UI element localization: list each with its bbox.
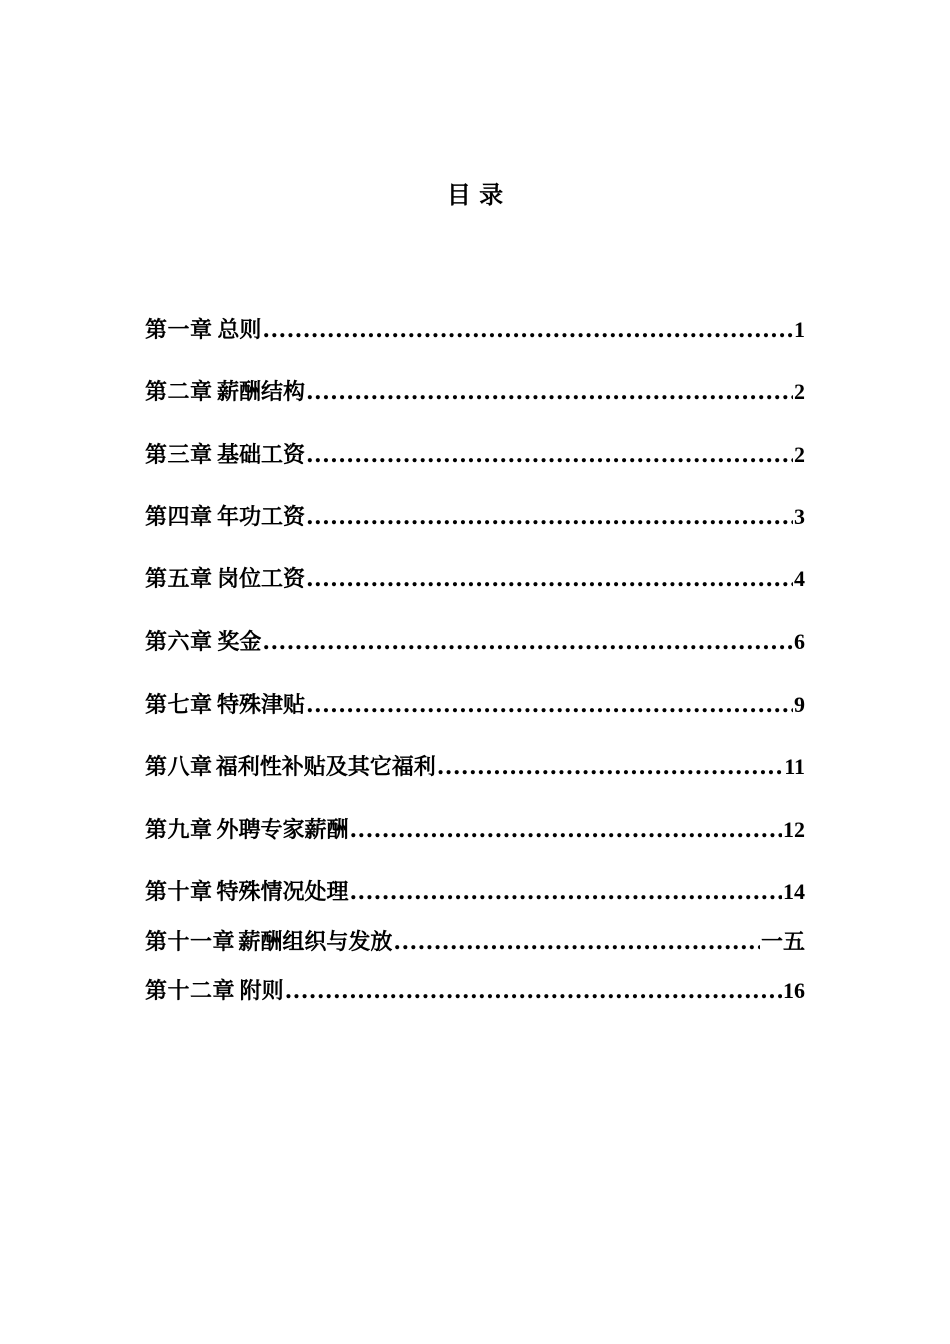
chapter-heading: 特殊津贴 — [216, 692, 305, 718]
page-number: 4 — [794, 566, 805, 591]
toc-entry-3[interactable] — [145, 436, 805, 470]
page-number: 一五 — [760, 929, 805, 954]
chapter-number: 第六章 — [145, 629, 213, 655]
chapter-heading: 特殊情况处理 — [216, 879, 349, 905]
chapter-heading: 基础工资 — [216, 442, 305, 468]
chapter-number: 第八章 — [145, 754, 213, 780]
chapter-number: 第一章 — [145, 317, 213, 343]
chapter-heading: 岗位工资 — [216, 566, 305, 592]
chapter-heading: 福利性补贴及其它福利 — [215, 754, 436, 780]
dot-leader — [262, 627, 793, 657]
chapter-heading: 奖金 — [217, 629, 262, 655]
chapter-number: 第四章 — [145, 504, 213, 530]
toc-entry-10[interactable] — [145, 873, 805, 907]
page-number: 1 — [794, 317, 805, 342]
chapter-heading: 附则 — [239, 978, 284, 1004]
chapter-number: 第九章 — [145, 817, 213, 843]
dot-leader — [306, 377, 793, 407]
chapter-number: 第五章 — [145, 566, 213, 592]
toc-entry-7[interactable] — [145, 686, 805, 720]
toc-entry-2[interactable] — [145, 373, 805, 407]
page-number: 16 — [783, 978, 805, 1003]
page-number: 9 — [794, 692, 805, 717]
toc-entry-5[interactable] — [145, 560, 805, 594]
page-number: 6 — [794, 629, 805, 654]
toc-entry-12[interactable] — [145, 972, 805, 1006]
page-number: 2 — [794, 442, 805, 467]
toc-entry-1[interactable] — [145, 311, 805, 345]
chapter-heading: 年功工资 — [216, 504, 305, 530]
toc-entry-6[interactable] — [145, 623, 805, 657]
dot-leader — [306, 690, 793, 720]
toc-entry-11[interactable] — [145, 923, 805, 957]
dot-leader — [393, 927, 760, 957]
dot-leader — [350, 877, 783, 907]
page-number: 11 — [784, 754, 805, 779]
toc-entry-4[interactable] — [145, 498, 805, 532]
chapter-heading: 薪酬组织与发放 — [238, 929, 393, 955]
chapter-heading: 总则 — [217, 317, 262, 343]
chapter-number: 第二章 — [145, 379, 213, 405]
dot-leader — [285, 976, 782, 1006]
dot-leader — [262, 315, 793, 345]
chapter-number: 第十章 — [145, 879, 213, 905]
dot-leader — [350, 815, 783, 845]
toc-entry-9[interactable] — [145, 811, 805, 845]
page-number: 3 — [794, 504, 805, 529]
page-number: 2 — [794, 379, 805, 404]
page-number: 12 — [783, 817, 805, 842]
chapter-heading: 外聘专家薪酬 — [216, 817, 349, 843]
chapter-number: 第十二章 — [145, 978, 236, 1004]
chapter-heading: 薪酬结构 — [216, 379, 305, 405]
chapter-number: 第七章 — [145, 692, 213, 718]
page-number: 14 — [783, 879, 805, 904]
toc-entry-8[interactable] — [145, 748, 805, 782]
dot-leader — [306, 564, 793, 594]
dot-leader — [437, 752, 783, 782]
chapter-number: 第三章 — [145, 442, 213, 468]
dot-leader — [306, 502, 793, 532]
toc-title: 目 录 — [446, 180, 504, 209]
dot-leader — [306, 440, 793, 470]
chapter-number: 第十一章 — [145, 929, 236, 955]
